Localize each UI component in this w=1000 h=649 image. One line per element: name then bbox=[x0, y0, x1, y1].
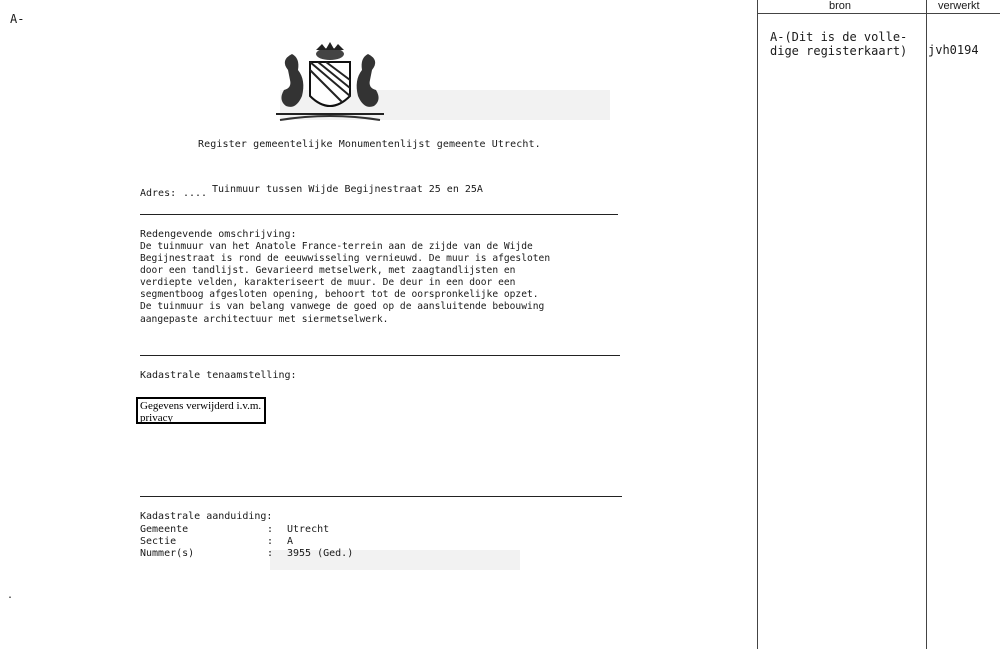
bron-value bbox=[770, 30, 907, 58]
omschrijving-line: De tuinmuur is van belang vanwege de goed op de aansluitende bebouwing bbox=[140, 301, 545, 313]
aanduiding-label: Kadastrale aanduiding: bbox=[140, 511, 273, 522]
divider bbox=[140, 214, 618, 215]
utrecht-crest-icon bbox=[270, 40, 390, 126]
sidebar-border-left bbox=[757, 0, 758, 649]
omschrijving-text bbox=[140, 241, 580, 326]
verwerkt-value: jvh0194 bbox=[928, 43, 979, 57]
aanduiding-sep: : bbox=[267, 536, 274, 547]
aanduiding-key: Sectie bbox=[140, 536, 177, 547]
omschrijving-line: door een tandlijst. Gevarieerd metselwerk, met zaagtandlijsten en bbox=[140, 265, 516, 277]
margin-mark: . bbox=[7, 590, 14, 601]
omschrijving-line: verdiepte velden, karakteriseert de muur. De deur in een door een bbox=[140, 277, 516, 289]
adres-value: Tuinmuur tussen Wijde Begijnestraat 25 en 25A bbox=[212, 184, 483, 195]
aanduiding-value: 3955 (Ged.) bbox=[287, 548, 354, 559]
aanduiding-sep: : bbox=[267, 548, 274, 559]
aanduiding-sep: : bbox=[267, 524, 274, 535]
bron-line: dige registerkaart) bbox=[770, 44, 908, 58]
omschrijving-label: Redengevende omschrijving: bbox=[140, 229, 297, 240]
divider bbox=[140, 496, 622, 497]
page-label: A- bbox=[10, 12, 25, 26]
omschrijving-line: De tuinmuur van het Anatole France-terrein aan de zijde van de Wijde bbox=[140, 241, 533, 252]
sidebar-column-divider bbox=[926, 0, 927, 649]
divider bbox=[140, 355, 620, 356]
register-title: Register gemeentelijke Monumentenlijst gemeente Utrecht. bbox=[198, 139, 541, 150]
bron-line: A-(Dit is de volle- bbox=[770, 30, 908, 44]
omschrijving-line: Begijnestraat is rond de eeuwwisseling vernieuwd. De muur is afgesloten bbox=[140, 253, 551, 265]
aanduiding-value: Utrecht bbox=[287, 524, 330, 535]
adres-dots: .... bbox=[183, 188, 208, 199]
column-header-bron: bron bbox=[829, 0, 852, 12]
aanduiding-key: Gemeente bbox=[140, 524, 189, 535]
sidebar-header-rule bbox=[757, 13, 1000, 14]
adres-label: Adres: bbox=[140, 188, 177, 199]
omschrijving-line: segmentboog afgesloten opening, behoort tot de oorspronkelijke opzet. bbox=[140, 289, 539, 301]
aanduiding-key: Nummer(s) bbox=[140, 548, 195, 559]
column-header-verwerkt: verwerkt bbox=[938, 0, 980, 12]
aanduiding-value: A bbox=[287, 536, 294, 547]
privacy-notice: Gegevens verwijderd i.v.m. privacy bbox=[136, 397, 266, 424]
tenaamstelling-label: Kadastrale tenaamstelling: bbox=[140, 370, 297, 381]
omschrijving-line: aangepaste architectuur met siermetselwerk. bbox=[140, 313, 389, 325]
